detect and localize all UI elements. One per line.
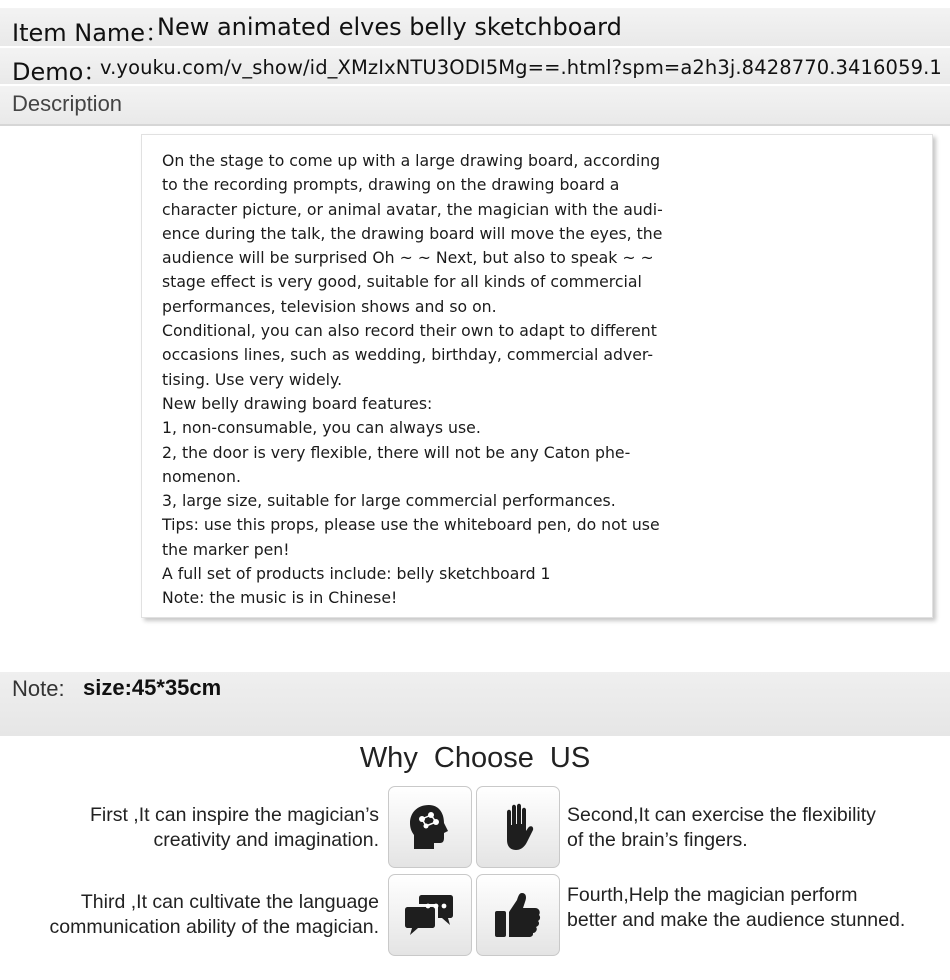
note-label: Note: — [12, 676, 65, 701]
description-line: occasions lines, such as wedding, birthday, commercial adver- — [162, 345, 654, 365]
demo-link[interactable]: v.youku.com/v_show/id_XMzIxNTU3ODI5Mg==.html?spm=a2h3j.8428770.3416059.1 — [100, 56, 942, 79]
description-line: A full set of products include: belly sketchboard 1 — [162, 564, 551, 584]
feature-first-text — [90, 803, 379, 853]
chat-bubbles-icon — [402, 887, 458, 943]
brain-head-tile — [388, 786, 472, 868]
description-line: tising. Use very widely. — [162, 369, 343, 389]
description-line: nomenon. — [162, 466, 241, 486]
demo-label: Demo： — [12, 58, 108, 86]
description-line: 1, non-consumable, you can always use. — [162, 418, 481, 438]
description-line: audience will be surprised Oh ~ ~ Next, but also to speak ~ ~ — [162, 248, 654, 268]
hand-icon — [490, 799, 546, 855]
description-line: ence during the talk, the drawing board will move the eyes, the — [162, 223, 663, 243]
feature-line: Fourth,Help the magician perform — [567, 884, 858, 906]
description-header — [0, 86, 950, 126]
description-line: the marker pen! — [162, 539, 290, 559]
chat-bubbles-tile — [388, 874, 472, 956]
description-line: New belly drawing board features: — [162, 393, 433, 413]
feature-line: of the brain’s fingers. — [567, 829, 748, 851]
description-line: Tips: use this props, please use the whiteboard pen, do not use — [162, 515, 660, 535]
description-line: On the stage to come up with a large drawing board, according — [162, 151, 661, 170]
thumbs-up-tile — [476, 874, 560, 956]
feature-line: better and make the audience stunned. — [567, 909, 906, 931]
description-text — [162, 149, 762, 611]
item-name-label: Item Name： — [12, 19, 170, 47]
description-line: character picture, or animal avatar, the magician with the audi- — [162, 199, 663, 219]
description-line: 2, the door is very flexible, there will not be any Caton phe- — [162, 442, 631, 462]
feature-line: Third ,It can cultivate the language — [80, 891, 379, 913]
feature-second-text — [567, 803, 876, 853]
feature-line: creativity and imagination. — [153, 829, 379, 851]
description-label: Description — [12, 91, 123, 116]
description-line: 3, large size, suitable for large commercial performances. — [162, 491, 616, 511]
demo-bar — [0, 48, 950, 84]
size-value: size:45*35cm — [83, 675, 222, 700]
description-line: Conditional, you can also record their own to adapt to different — [162, 321, 657, 341]
description-box — [141, 134, 933, 618]
feature-line: communication ability of the magician. — [49, 916, 379, 938]
feature-line: Second,It can exercise the flexibility — [567, 804, 876, 826]
feature-third-text — [50, 890, 380, 940]
description-line: to the recording prompts, drawing on the drawing board a — [162, 175, 620, 195]
why-choose-us-title: Why Choose US — [359, 742, 591, 774]
thumbs-up-icon — [490, 887, 546, 943]
description-line: Note: the music is in Chinese! — [162, 588, 398, 608]
feature-line: First ,It can inspire the magician’s — [89, 804, 379, 826]
note-bar — [0, 672, 950, 736]
item-name-bar — [0, 8, 950, 46]
item-name-value: New animated elves belly sketchboard — [157, 13, 622, 41]
hand-tile — [476, 786, 560, 868]
feature-fourth-text — [567, 883, 905, 933]
description-line: stage effect is very good, suitable for all kinds of commercial — [162, 272, 642, 292]
brain-head-icon — [402, 799, 458, 855]
description-line: performances, television shows and so on. — [162, 296, 497, 316]
